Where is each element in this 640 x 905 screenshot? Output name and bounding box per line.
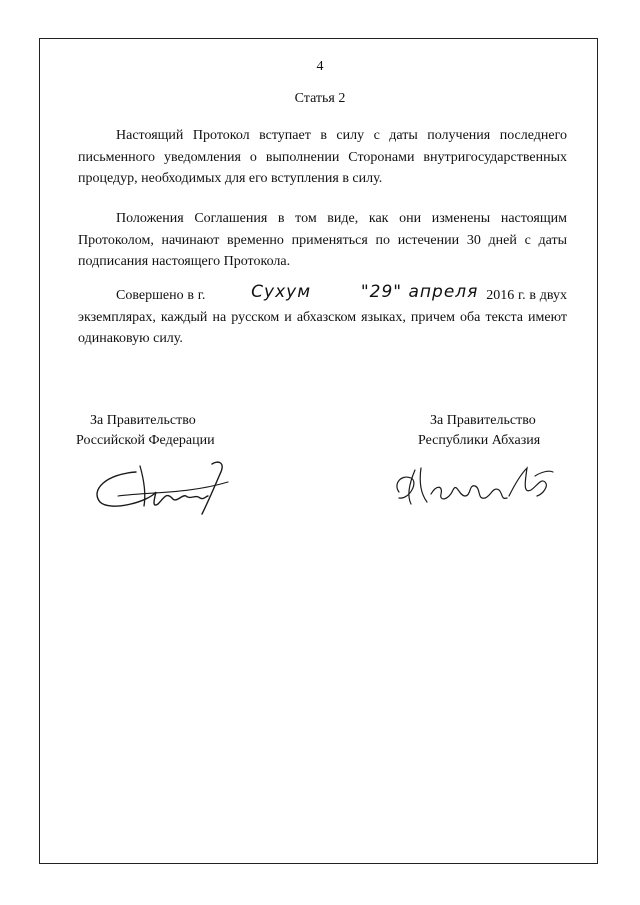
- signatory-abkhazia: [418, 411, 540, 451]
- signatory-abkhazia-line1: За Правительство: [430, 413, 536, 428]
- paragraph-entry-into-force: Настоящий Протокол вступает в силу с даты получения последнего письменного уведомления о выполнении Сторонами внутригосударственных процедур, необходимых для его вступления в силу.: [78, 128, 567, 186]
- article-title: Статья 2: [294, 91, 346, 106]
- signatory-russia-line2: Российской Федерации: [76, 433, 215, 448]
- signatory-russia-line1: За Правительство: [90, 413, 196, 428]
- paragraph-done-at: [78, 284, 567, 350]
- handwritten-city: Сухум: [251, 282, 312, 302]
- signature-abkhazia: [385, 460, 555, 510]
- signatory-abkhazia-line2: Республики Абхазия: [418, 433, 541, 448]
- done-at-prefix: Совершено в г.: [116, 288, 206, 303]
- paragraph-provisional-application: Положения Соглашения в том виде, как они изменены настоящим Протоколом, начинают временно применяться по истечении 30 дней с даты подписания настоящего Протокола.: [78, 211, 567, 269]
- page-number: 4: [316, 59, 324, 74]
- handwritten-date: "29" апреля: [360, 282, 479, 302]
- done-at-suffix: 2016 г. в двух экземплярах, каждый на русском и абхазском языках, причем оба текста имеют одинаковую силу.: [78, 288, 568, 346]
- signatory-russia: [76, 411, 215, 451]
- signature-russia: [88, 452, 230, 520]
